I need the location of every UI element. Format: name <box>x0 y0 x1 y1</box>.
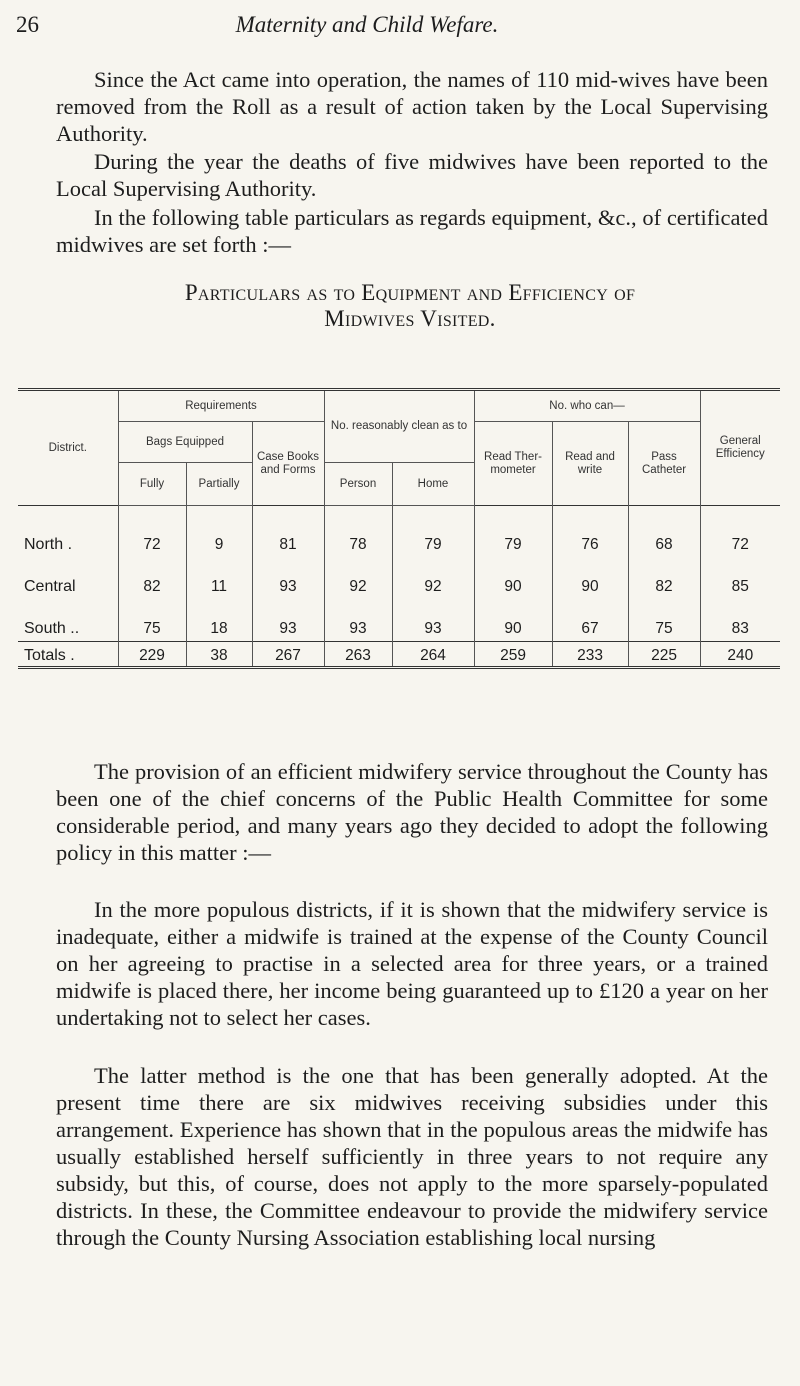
running-title: Maternity and Child Wefare. <box>235 12 499 37</box>
cell-district: South .. <box>24 620 80 637</box>
cell-partially: 9 <box>186 506 252 558</box>
cell-read-write: 76 <box>552 506 628 558</box>
cell-home: 79 <box>392 506 474 558</box>
cell-efficiency: 240 <box>700 642 780 668</box>
paragraph-roll-removals: Since the Act came into operation, the names of 110 mid-wives have been removed from the Roll as a result of action taken by the Local Supervising Authority. <box>56 67 768 146</box>
page-header <box>16 12 760 38</box>
header-read-write: Read and write <box>552 422 628 506</box>
cell-person: 78 <box>324 506 392 558</box>
cell-district: Central <box>24 578 76 595</box>
header-district: District. <box>48 441 87 454</box>
cell-fully: 72 <box>118 506 186 558</box>
table-row <box>18 599 780 642</box>
cell-partially: 18 <box>186 599 252 642</box>
equipment-efficiency-table <box>18 391 780 669</box>
equipment-efficiency-table-wrapper <box>18 388 780 669</box>
header-fully: Fully <box>118 463 186 506</box>
cell-case-books: 93 <box>252 599 324 642</box>
paragraph-policy: In the more populous districts, if it is shown that the midwifery service is inadequate, either a midwife is trained at the expense of the County Council on her agreeing to practise in a selected area for three years, or a trained midwife is placed there, her income being guaranteed up to £120 a year on her undertaking not to select her cases. <box>56 897 768 1030</box>
header-who-can: No. who can— <box>474 391 700 422</box>
cell-thermometer: 90 <box>474 599 552 642</box>
cell-efficiency: 83 <box>700 599 780 642</box>
paragraph-provision: The provision of an efficient midwifery service throughout the County has been one of the chief concerns of the Public Health Committee for some considerable period, and many years ago they decided to adopt the following policy in this matter :— <box>56 759 768 865</box>
header-home: Home <box>392 463 474 506</box>
cell-partially: 11 <box>186 557 252 599</box>
cell-person: 263 <box>324 642 392 668</box>
header-general-efficiency: General Efficiency <box>700 391 780 506</box>
cell-partially: 38 <box>186 642 252 668</box>
cell-case-books: 93 <box>252 557 324 599</box>
cell-home: 264 <box>392 642 474 668</box>
header-person: Person <box>324 463 392 506</box>
paragraph-method: The latter method is the one that has been generally adopted. At the present time there are six midwives receiving subsidies under this arrangement. Experience has shown that in the populous areas the midwife has usually established herself sufficiently in three years to not require any subsidy, but this, of course, does not apply to the more sparsely-populated districts. In these, the Committee endeavour to provide the midwifery service through the County Nursing Association establishing local nursing <box>56 1063 768 1250</box>
cell-district: Totals . <box>18 642 118 668</box>
cell-efficiency: 72 <box>700 506 780 558</box>
cell-home: 92 <box>392 557 474 599</box>
cell-case-books: 267 <box>252 642 324 668</box>
header-bags-equipped: Bags Equipped <box>118 422 252 463</box>
cell-person: 93 <box>324 599 392 642</box>
cell-catheter: 68 <box>628 506 700 558</box>
header-clean: No. reasonably clean as to <box>324 391 474 463</box>
cell-case-books: 81 <box>252 506 324 558</box>
cell-fully: 75 <box>118 599 186 642</box>
table-row <box>18 557 780 599</box>
cell-read-write: 233 <box>552 642 628 668</box>
cell-catheter: 225 <box>628 642 700 668</box>
header-partially: Partially <box>186 463 252 506</box>
cell-home: 93 <box>392 599 474 642</box>
cell-thermometer: 90 <box>474 557 552 599</box>
cell-read-write: 90 <box>552 557 628 599</box>
cell-catheter: 75 <box>628 599 700 642</box>
cell-person: 92 <box>324 557 392 599</box>
cell-catheter: 82 <box>628 557 700 599</box>
cell-thermometer: 259 <box>474 642 552 668</box>
cell-district: North . <box>24 536 73 553</box>
table-heading-line2: Midwives Visited. <box>324 306 496 331</box>
paragraph-table-intro: In the following table particulars as regards equipment, &c., of certificated midwives are set forth :— <box>56 205 768 257</box>
paragraph-deaths: During the year the deaths of five midwives have been reported to the Local Supervising Authority. <box>56 149 768 201</box>
cell-efficiency: 85 <box>700 557 780 599</box>
table-row <box>18 506 780 558</box>
header-read-thermometer: Read Ther-mometer <box>474 422 552 506</box>
cell-read-write: 67 <box>552 599 628 642</box>
cell-fully: 229 <box>118 642 186 668</box>
header-requirements: Requirements <box>118 391 324 422</box>
page-number: 26 <box>16 12 39 37</box>
cell-fully: 82 <box>118 557 186 599</box>
table-totals-row <box>18 642 780 668</box>
header-pass-catheter: Pass Catheter <box>628 422 700 506</box>
cell-thermometer: 79 <box>474 506 552 558</box>
table-heading-line1: Particulars as to Equipment and Efficiency of <box>184 280 636 305</box>
header-case-books: Case Books and Forms <box>252 422 324 506</box>
